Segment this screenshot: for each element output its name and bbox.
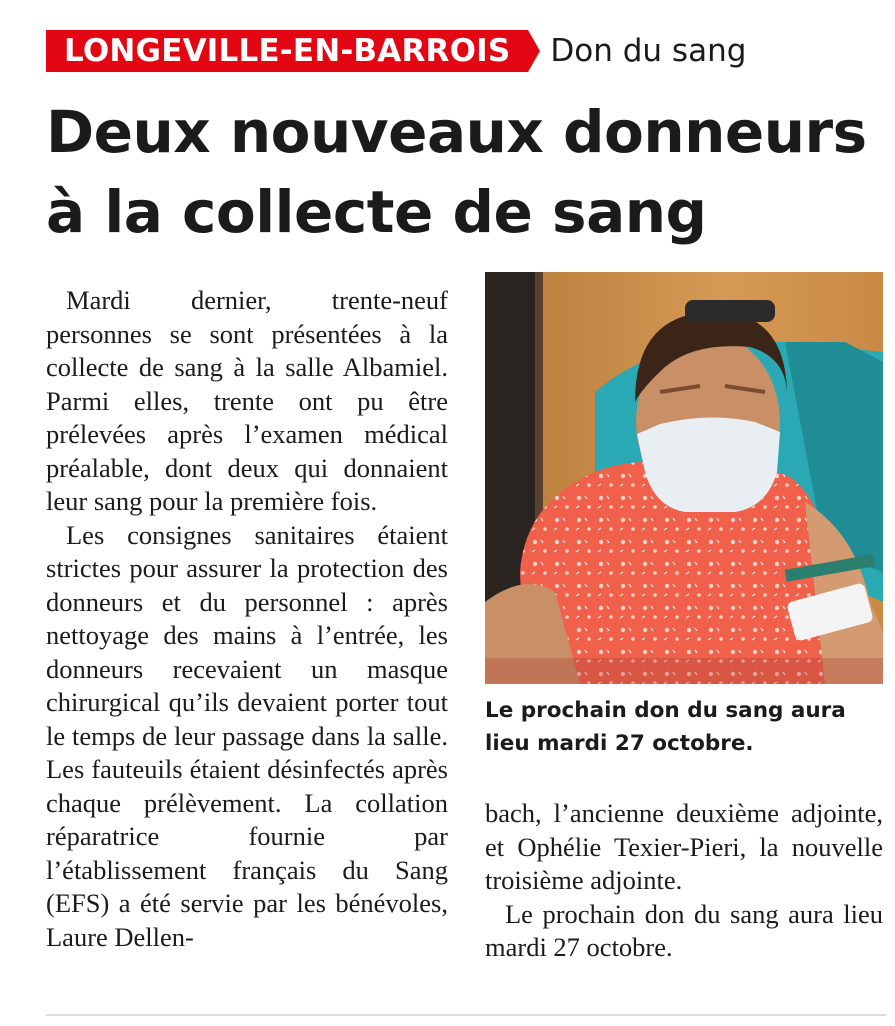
paragraph-3: Le prochain don du sang aura lieu mardi 27 octobre. [485, 898, 883, 962]
headline-line-1: Deux nouveaux donneurs [46, 98, 867, 166]
headline-line-2: à la collecte de sang [46, 178, 707, 246]
donor-photo-image [485, 272, 883, 684]
donor-photo [485, 272, 883, 684]
rubric: Don du sang [550, 33, 747, 69]
headline [46, 92, 886, 252]
article-column-left [46, 284, 448, 954]
paragraph-2-part-2: bach, l’ancienne deuxième adjointe, et Ophélie Texier-Pieri, la nouvelle troisième adjointe. [485, 798, 883, 895]
article-column-right [485, 797, 883, 965]
kicker [46, 30, 746, 72]
bottom-rule [46, 1014, 886, 1016]
location-tag: LONGEVILLE-EN-BARROIS [46, 30, 528, 72]
paragraph-2-part-1: Les consignes sanitaires étaient strictes pour assurer la protection des donneurs et du personnel : après nettoyage des mains à l’entrée, les donneurs recevaient un masque chirurgical qu’ils devaient porter tout le temps de leur passage dans la salle. Les fauteuils étaient désinfectés après chaque prélèvement. La collation réparatrice fournie par l’établissement français du Sang (EFS) a été servie par les bénévoles, Laure Dellen- [46, 519, 448, 952]
photo-caption: Le prochain don du sang aura lieu mardi 27 octobre. [485, 698, 846, 756]
paragraph-1: Mardi dernier, trente-neuf personnes se sont présentées à la collecte de sang à la salle Albamiel. Parmi elles, trente ont pu être prélevées après l’examen médical préalable, dont deux qui donnaient leur sang pour la première fois. [46, 285, 448, 516]
